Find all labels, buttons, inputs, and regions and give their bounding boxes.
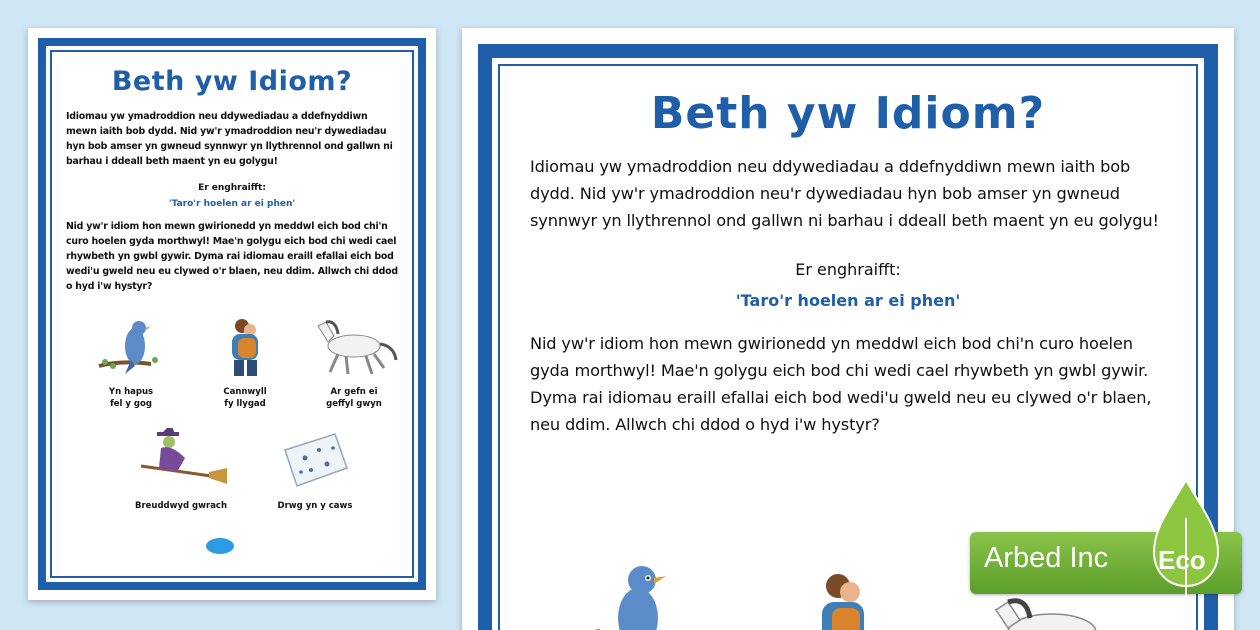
main-intro: Idiomau yw ymadroddion neu ddywediadau a ddefnyddiwn mewn iaith bob dydd. Nid yw'r ymadroddion neu'r dywediadau hyn bob amser yn gwneud synnwyr yn llythrennol ond gallwn ni barhau i ddeall beth maent yn eu golygu! xyxy=(530,157,1159,230)
picture-caption: Ar gefn ei geffyl gwyn xyxy=(326,387,382,409)
horse-icon xyxy=(308,316,400,378)
hugging-people-icon xyxy=(220,316,270,378)
logo-icon xyxy=(206,538,234,554)
picture-item xyxy=(86,316,176,410)
bird-icon xyxy=(91,316,171,378)
main-body: Nid yw'r idiom hon mewn gwirionedd yn meddwl eich bod chi'n curo hoelen gyda morthwyl! Mae'n golygu eich bod chi wedi cael rhywbeth yn gwbl gywir. Dyma rai idiomau eraill efallai eich bod wedi'u gweld neu eu clywed o'r blaen, neu ddim. Allwch chi ddod o hyd i'w hystyr? xyxy=(530,334,1152,434)
watermark-text: Arbed Inc xyxy=(984,542,1109,574)
thumbnail-body: Nid yw'r idiom hon mewn gwirionedd yn meddwl eich bod chi'n curo hoelen gyda morthwyl! Mae'n golygu eich bod chi wedi cael rhywbeth yn gwbl gywir. Dyma rai idiomau eraill efallai eich bod wedi'u gweld neu eu clywed o'r blaen, neu ddim. Allwch chi ddod o hyd i'w hystyr? xyxy=(66,221,398,292)
hugging-people-icon xyxy=(812,568,872,630)
picture-item xyxy=(260,428,370,512)
witch-broom-icon xyxy=(131,428,231,492)
picture-item xyxy=(126,428,236,512)
thumbnail-border xyxy=(38,38,426,590)
main-title: Beth yw Idiom? xyxy=(650,88,1046,139)
picture-caption: Breuddwyd gwrach xyxy=(134,501,228,511)
bird-icon xyxy=(558,560,698,630)
leaf-text: Eco xyxy=(1158,545,1206,575)
main-example-label: Er enghraifft: xyxy=(795,260,901,279)
thumbnail-example-idiom: 'Taro'r hoelen ar ei phen' xyxy=(168,199,296,209)
thumbnail-intro: Idiomau yw ymadroddion neu ddywediadau a ddefnyddiwn mewn iaith bob dydd. Nid yw'r ymadroddion neu'r dywediadau hyn bob amser yn gwneud synnwyr yn llythrennol ond gallwn ni barhau i ddeall beth maent yn eu golygu! xyxy=(66,111,393,167)
publisher-logo xyxy=(206,538,238,554)
picture-caption: Cannwyll fy llygad xyxy=(223,387,267,409)
horse-icon xyxy=(982,588,1102,630)
thumbnail-page[interactable] xyxy=(28,28,436,600)
picture-item xyxy=(304,316,404,410)
thumbnail-pictures xyxy=(46,316,418,536)
thumbnail-title: Beth yw Idiom? xyxy=(111,66,353,97)
main-example-idiom: 'Taro'r hoelen ar ei phen' xyxy=(735,291,961,310)
picture-caption: Yn hapus fel y gog xyxy=(108,387,154,409)
picture-item xyxy=(210,316,280,410)
picture-caption: Drwg yn y caws xyxy=(277,501,353,511)
thumbnail-example-label: Er enghraifft: xyxy=(198,183,266,193)
cheese-icon xyxy=(275,428,355,492)
